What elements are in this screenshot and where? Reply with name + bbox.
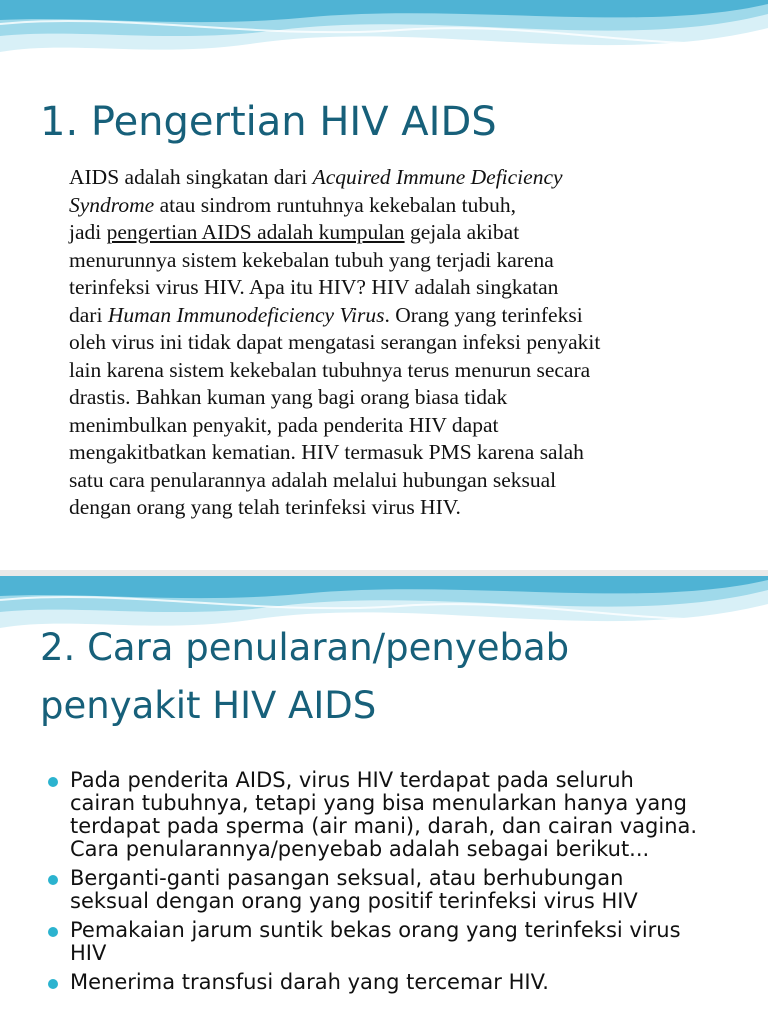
bullet-list [48,769,748,1000]
paragraph-line: dengan orang yang telah terinfeksi virus HIV. [69,495,461,519]
paragraph-line: menimbulkan penyakit, pada penderita HIV dapat [69,412,499,437]
paragraph-line: mengakitbatkan kematian. HIV termasuk PMS karena salah [69,440,584,464]
slide-title: 1. Pengertian HIV AIDS [40,99,497,145]
list-item: Pemakaian jarum suntik bekas orang yang terinfeksi virus HIV [48,919,748,965]
paragraph-line: lain karena sistem kekebalan tubuhnya terus menurun secara [69,357,591,382]
paragraph-line: dari Human Immunodeficiency Virus. Orang yang terinfeksi [69,302,583,327]
paragraph-line: AIDS adalah singkatan dari Acquired Immune Deficiency [69,165,563,189]
slide-2 [0,576,768,1024]
paragraph-line: oleh virus ini tidak dapat mengatasi serangan infeksi penyakit [69,330,601,354]
list-item: Berganti-ganti pasangan seksual, atau berhubungan seksual dengan orang yang positif terinfeksi virus HIV [48,867,748,913]
paragraph-line: menurunnya sistem kekebalan tubuh yang terjadi karena [69,247,554,272]
paragraph-line: jadi pengertian AIDS adalah kumpulan gejala akibat [69,220,520,244]
paragraph-line: satu cara penularannya adalah melalui hubungan seksual [69,467,557,492]
list-item: Pada penderita AIDS, virus HIV terdapat pada seluruh cairan tubuhnya, tetapi yang bisa menularkan hanya yang terdapat pada sperma (air mani), darah, dan cairan vagina. Cara penularannya/penyebab adalah sebagai berikut... [48,769,748,861]
definition-link[interactable]: pengertian AIDS adalah kumpulan [106,220,405,244]
decorative-wave-header [0,0,768,80]
definition-paragraph [69,164,749,522]
list-item: Menerima transfusi darah yang tercemar HIV. [48,971,748,994]
paragraph-line: drastis. Bahkan kuman yang bagi orang biasa tidak [69,385,508,409]
paragraph-line: terinfeksi virus HIV. Apa itu HIV? HIV adalah singkatan [69,275,559,299]
slide-title: 2. Cara penularan/penyebab penyakit HIV AIDS [40,626,570,727]
paragraph-line: Syndrome atau sindrom runtuhnya kekebalan tubuh, [69,192,517,217]
